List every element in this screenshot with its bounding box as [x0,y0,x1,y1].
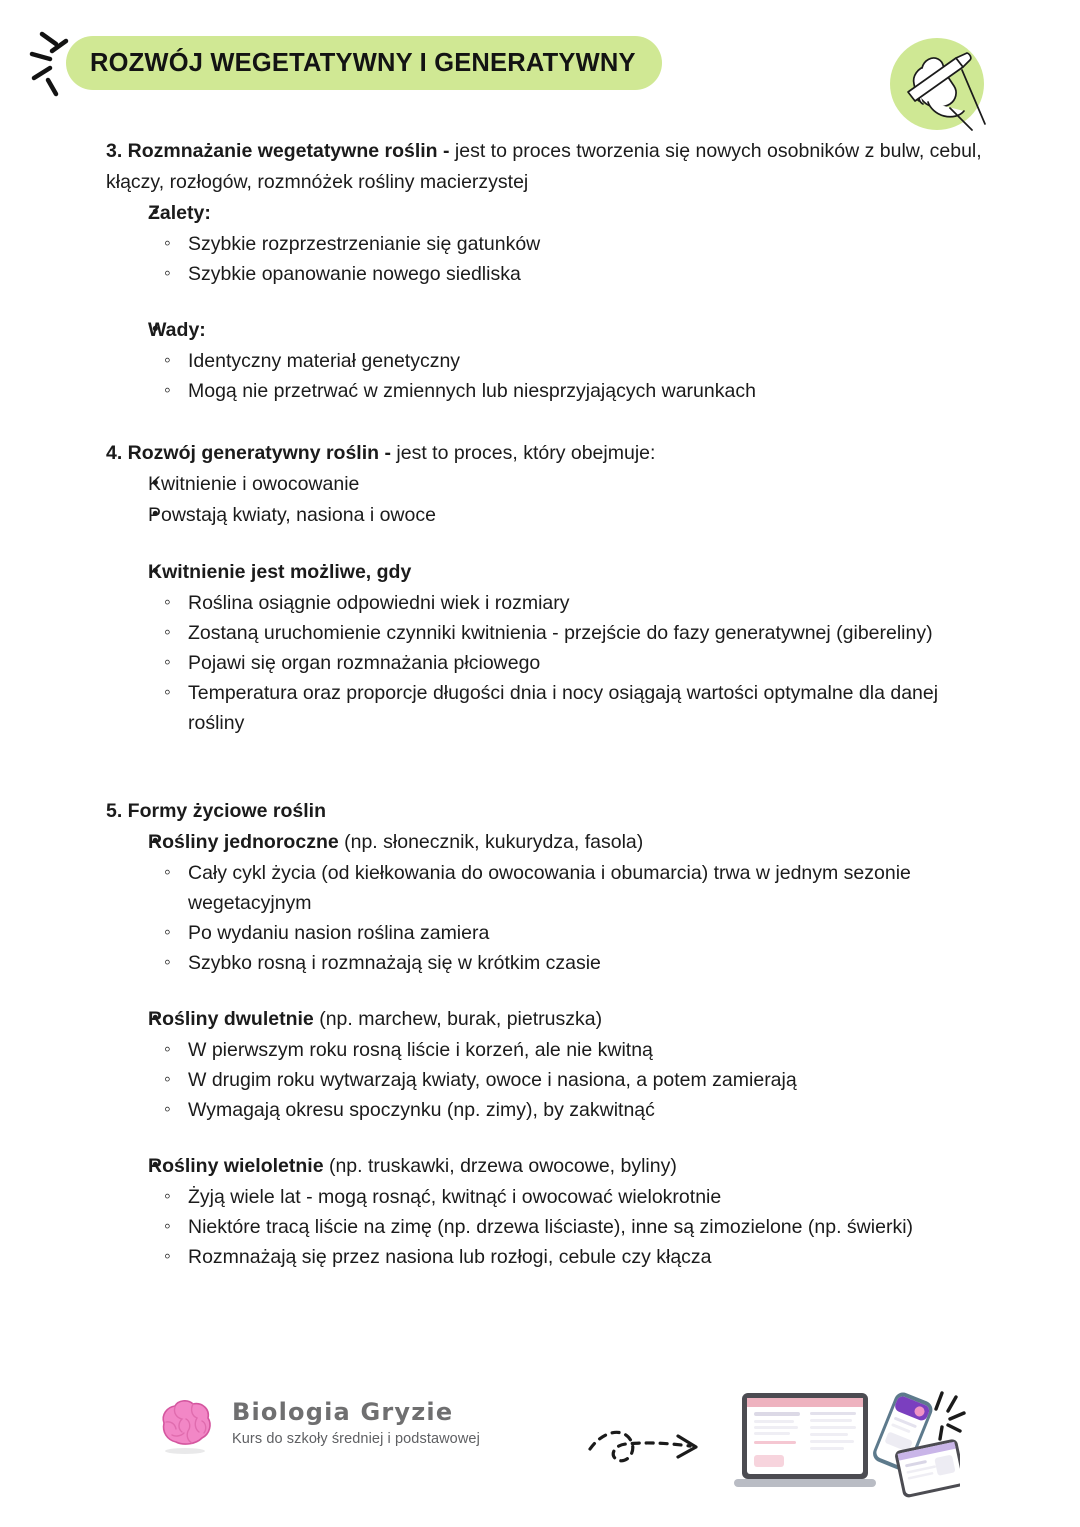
group-label-text: Zalety: [148,202,211,224]
list-item: ◦ Pojawi się organ rozmnażania płciowego [160,648,988,678]
section-5-dwuletnie [106,1004,988,1125]
group-label-bold: Rośliny dwuletnie [148,1008,314,1030]
spacer [106,289,988,315]
list-item-text: • Powstają kwiaty, nasiona i owoce [148,500,988,531]
document-content [0,136,1080,1272]
list-item [122,1004,988,1125]
spacer [106,738,988,796]
hand-writing-pen-icon [884,32,992,132]
spacer [106,978,988,1004]
section-4-heading [106,438,988,469]
sublist [148,346,988,406]
list-item: ◦ Szybkie opanowanie nowego siedliska [160,259,988,289]
group-label [148,1151,988,1182]
sublist [148,858,988,978]
brand-text [232,1398,480,1450]
list-item: ◦ Po wydaniu nasion roślina zamiera [160,918,988,948]
section-4-heading-rest: jest to proces, który obejmuje: [390,442,656,464]
group-label [148,1004,988,1035]
spacer [106,1125,988,1151]
brand-subtitle: Kurs do szkoły średniej i podstawowej [232,1431,480,1447]
page-footer [0,1373,1080,1513]
group-label-text: Wady: [148,319,206,341]
spacer [106,531,988,557]
section-4-kwitnienie-list [106,557,988,738]
group-label-normal: (np. truskawki, drzewa owocowe, byliny) [323,1155,677,1177]
section-3-list [106,198,988,289]
group-label [148,198,988,229]
list-item: ◦ Identyczny materiał genetyczny [160,346,988,376]
group-label [148,315,988,346]
section-4-heading-bold: 4. Rozwój generatywny roślin - [106,442,391,464]
sparkle-lines-icon [912,1387,970,1449]
section-3-list-wady [106,315,988,406]
sublist [148,588,988,738]
list-item [122,315,988,406]
list-item [122,827,988,978]
group-label [148,557,988,588]
list-item: ◦ Żyją wiele lat - mogą rosnąć, kwitnąć i owocować wielokrotnie [160,1182,988,1212]
sublist [148,1035,988,1125]
brand-block [152,1391,480,1457]
section-5-wieloletnie [106,1151,988,1272]
list-item: ◦ W drugim roku wytwarzają kwiaty, owoce i nasiona, a potem zamierają [160,1065,988,1095]
list-item: ◦ W pierwszym roku rosną liście i korzeń, ale nie kwitną [160,1035,988,1065]
page-title: ROZWÓJ WEGETATYWNY I GENERATYWNY [90,48,636,77]
brand-name: Biologia Gryzie [232,1398,454,1426]
list-item: ◦ Wymagają okresu spoczynku (np. zimy), by zakwitnąć [160,1095,988,1125]
group-label [148,827,988,858]
group-label-normal: (np. słonecznik, kukurydza, fasola) [338,831,644,853]
group-label-bold: Rośliny jednoroczne [148,831,339,853]
list-item [122,500,988,531]
page-title-pill [66,36,662,90]
list-item [122,1151,988,1272]
group-label-bold: Rośliny wieloletnie [148,1155,324,1177]
list-item: ◦ Temperatura oraz proporcje długości dnia i nocy osiągają wartości optymalne dla danej rośliny [160,678,988,738]
list-item [122,198,988,289]
section-5-heading [106,796,988,827]
list-item: ◦ Roślina osiągnie odpowiedni wiek i rozmiary [160,588,988,618]
brain-icon [152,1391,218,1457]
list-item: ◦ Rozmnażają się przez nasiona lub rozłogi, cebule czy kłącza [160,1242,988,1272]
dashed-curved-arrow-icon [586,1413,726,1483]
section-4-plain-list [106,469,988,531]
list-item: ◦ Mogą nie przetrwać w zmiennych lub niesprzyjających warunkach [160,376,988,406]
list-item [122,469,988,500]
sublist [148,229,988,289]
list-item: ◦ Szybkie rozprzestrzenianie się gatunków [160,229,988,259]
page-header [0,0,1080,136]
section-3-heading [106,136,988,198]
group-label-text: Kwitnienie jest możliwe, gdy [148,561,412,583]
list-item: ◦ Zostaną uruchomienie czynniki kwitnienia - przejście do fazy generatywnej (gibereliny) [160,618,988,648]
list-item: ◦ Szybko rosną i rozmnażają się w krótkim czasie [160,948,988,978]
section-5-jednoroczne [106,827,988,978]
section-5-heading-bold: 5. Formy życiowe roślin [106,800,326,822]
list-item: ◦ Cały cykl życia (od kiełkowania do owocowania i obumarcia) trwa w jednym sezonie wegetacyjnym [160,858,988,918]
sublist [148,1182,988,1272]
section-3-heading-rest: jest to proces tworzenia się nowych osobników z bulw, cebul, kłączy, rozłogów, rozmnóżek rośliny macierzystej [106,140,982,193]
list-item-text: • Kwitnienie i owocowanie [148,469,988,500]
list-item [122,557,988,738]
list-item: ◦ Niektóre tracą liście na zimę (np. drzewa liściaste), inne są zimozielone (np. świerki) [160,1212,988,1242]
section-3-heading-bold: 3. Rozmnażanie wegetatywne roślin - [106,140,450,162]
group-label-normal: (np. marchew, burak, pietruszka) [313,1008,603,1030]
spacer [106,406,988,438]
